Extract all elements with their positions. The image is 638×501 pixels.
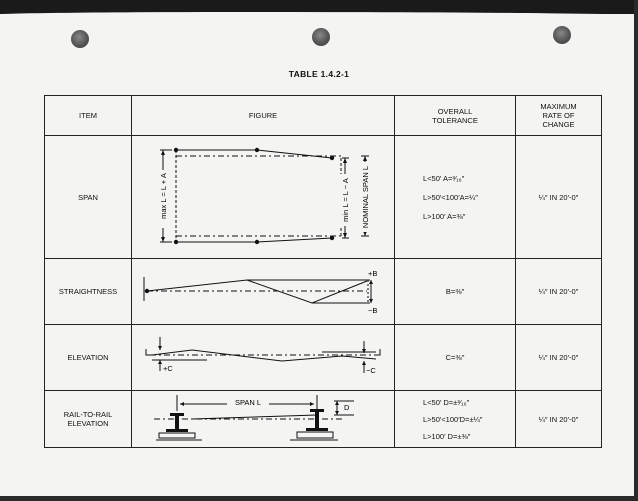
tolerance-elevation: C=⅜″ bbox=[395, 325, 516, 391]
punch-hole-middle bbox=[312, 28, 330, 46]
tolerance-rail-line2: L>50′<100′D=±¼″ bbox=[423, 414, 483, 424]
span-l-label: SPAN L bbox=[234, 398, 262, 407]
header-item bbox=[45, 96, 132, 136]
scan-top-curve bbox=[0, 12, 638, 18]
min-span-label: min L = L − A bbox=[341, 178, 350, 222]
punch-hole-right bbox=[553, 26, 571, 44]
max-span-label: max L = L + A bbox=[159, 173, 168, 219]
punch-hole-left bbox=[71, 30, 89, 48]
item-rail-line1: RAIL-TO-RAIL bbox=[63, 410, 113, 419]
tolerance-span-line3: L>100′ A=⅜″ bbox=[423, 211, 466, 221]
table-header-row bbox=[45, 96, 602, 136]
table-title: TABLE 1.4.2-1 bbox=[288, 69, 350, 79]
rate-straightness: ¼″ IN 20′-0″ bbox=[516, 259, 602, 325]
tolerance-span bbox=[395, 136, 516, 259]
tolerance-span-line2: L>50′<100′A=¼″ bbox=[423, 192, 478, 202]
item-span: SPAN bbox=[45, 136, 132, 259]
item-rail-line2: ELEVATION bbox=[67, 419, 109, 428]
header-overall-line2: TOLERANCE bbox=[432, 115, 478, 125]
figure-rail-to-rail bbox=[132, 391, 395, 448]
header-max-line3: CHANGE bbox=[542, 120, 575, 129]
rail-to-rail-diagram bbox=[132, 391, 395, 445]
scan-bottom-edge bbox=[0, 496, 638, 501]
tolerance-straightness: B=⅜″ bbox=[395, 259, 516, 325]
tolerance-rail-to-rail bbox=[395, 391, 516, 448]
rate-rail-to-rail: ¼″ IN 20′-0″ bbox=[516, 391, 602, 448]
table-row-straightness bbox=[45, 259, 602, 325]
header-max-rate bbox=[516, 96, 602, 136]
span-diagram bbox=[132, 136, 395, 256]
header-item-text: ITEM bbox=[79, 111, 97, 120]
table-row-elevation bbox=[45, 325, 602, 391]
header-overall-tolerance bbox=[395, 96, 516, 136]
rate-span: ¼″ IN 20′-0″ bbox=[516, 136, 602, 259]
straightness-diagram bbox=[132, 259, 395, 322]
header-overall-line1: OVERALL bbox=[437, 106, 473, 116]
tolerance-span-line1: L<50′ A=³⁄₁₆″ bbox=[423, 173, 465, 183]
minus-c-label: −C bbox=[366, 366, 376, 375]
elevation-diagram bbox=[132, 325, 395, 388]
plus-b-label: +B bbox=[368, 269, 378, 278]
figure-elevation bbox=[132, 325, 395, 391]
header-max-line2: RATE OF bbox=[542, 111, 575, 120]
nominal-span-label: NOMINAL SPAN L bbox=[361, 165, 370, 229]
header-max-line1: MAXIMUM bbox=[540, 102, 577, 111]
table-row-span bbox=[45, 136, 602, 259]
item-elevation: ELEVATION bbox=[45, 325, 132, 391]
item-rail-to-rail bbox=[45, 391, 132, 448]
item-straightness: STRAIGHTNESS bbox=[45, 259, 132, 325]
table-row-rail-to-rail bbox=[45, 391, 602, 448]
figure-straightness bbox=[132, 259, 395, 325]
rate-elevation: ¼″ IN 20′-0″ bbox=[516, 325, 602, 391]
minus-b-label: −B bbox=[368, 306, 378, 315]
header-figure bbox=[132, 96, 395, 136]
tolerance-rail-line1: L<50′ D=±³⁄₁₆″ bbox=[423, 397, 470, 407]
d-label: D bbox=[344, 403, 350, 412]
header-figure-text: FIGURE bbox=[248, 111, 278, 120]
tolerance-table bbox=[44, 95, 602, 448]
plus-c-label: +C bbox=[163, 364, 173, 373]
tolerance-rail-line3: L>100′ D=±⅜″ bbox=[423, 431, 471, 441]
figure-span bbox=[132, 136, 395, 259]
